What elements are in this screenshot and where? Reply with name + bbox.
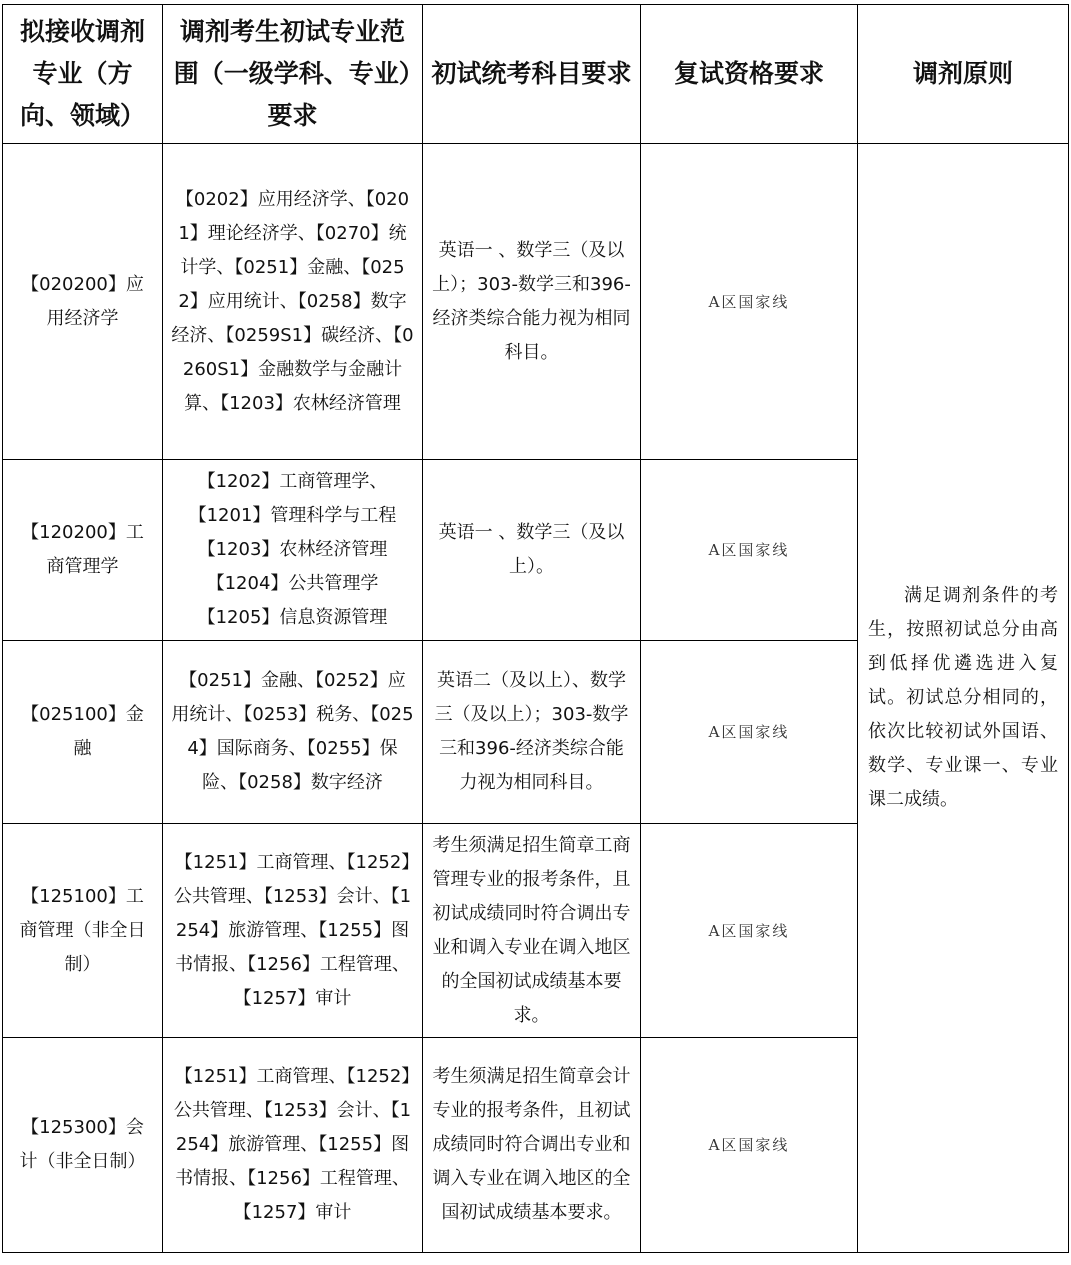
scope-line: 【1203】农林经济管理 [197, 539, 388, 560]
header-principle: 调剂原则 [858, 5, 1069, 144]
exam-cell: 英语一 、数学三（及以上）；303-数学三和396-经济类综合能力视为相同科目。 [423, 144, 641, 460]
qualification-cell: A区国家线 [641, 460, 858, 641]
exam-cell: 英语二（及以上）、数学三（及以上）；303-数学三和396-经济类综合能力视为相同科目。 [423, 641, 641, 824]
scope-line: 【1202】工商管理学、 [197, 471, 388, 492]
scope-cell: 【1251】工商管理、【1252】公共管理、【1253】会计、【1254】旅游管理、【1255】图书情报、【1256】工程管理、【1257】审计 [163, 824, 423, 1038]
exam-cell: 英语一 、数学三（及以上）。 [423, 460, 641, 641]
major-cell: 【025100】金融 [3, 641, 163, 824]
scope-cell: 【0202】应用经济学、【0201】理论经济学、【0270】统计学、【0251】金融、【0252】应用统计、【0258】数字经济、【0259S1】碳经济、【0260S1】金融数学与金融计算、【1203】农林经济管理 [163, 144, 423, 460]
qualification-cell: A区国家线 [641, 1038, 858, 1253]
scope-line: 【1201】管理科学与工程 [188, 505, 397, 526]
major-cell: 【020200】应用经济学 [3, 144, 163, 460]
exam-cell: 考生须满足招生简章工商管理专业的报考条件，且初试成绩同时符合调出专业和调入专业在调入地区的全国初试成绩基本要求。 [423, 824, 641, 1038]
adjustment-table [2, 4, 1069, 1253]
qualification-cell: A区国家线 [641, 641, 858, 824]
scope-cell [163, 460, 423, 641]
header-qualification: 复试资格要求 [641, 5, 858, 144]
header-row [3, 5, 1069, 144]
scope-line: 【1204】公共管理学 [206, 573, 379, 594]
major-cell: 【120200】工商管理学 [3, 460, 163, 641]
exam-cell: 考生须满足招生简章会计专业的报考条件，且初试成绩同时符合调出专业和调入专业在调入地区的全国初试成绩基本要求。 [423, 1038, 641, 1253]
table-row [3, 144, 1069, 460]
scope-cell: 【1251】工商管理、【1252】公共管理、【1253】会计、【1254】旅游管理、【1255】图书情报、【1256】工程管理、【1257】审计 [163, 1038, 423, 1253]
header-major: 拟接收调剂专业（方向、领域） [3, 5, 163, 144]
principle-cell [858, 144, 1069, 1253]
header-exam: 初试统考科目要求 [423, 5, 641, 144]
qualification-cell: A区国家线 [641, 144, 858, 460]
major-cell: 【125300】会计（非全日制） [3, 1038, 163, 1253]
scope-line: 【1205】信息资源管理 [197, 607, 388, 628]
scope-cell: 【0251】金融、【0252】应用统计、【0253】税务、【0254】国际商务、【0255】保险、【0258】数字经济 [163, 641, 423, 824]
header-scope: 调剂考生初试专业范围（一级学科、专业）要求 [163, 5, 423, 144]
qualification-cell: A区国家线 [641, 824, 858, 1038]
major-cell: 【125100】工商管理（非全日制） [3, 824, 163, 1038]
principle-text: 满足调剂条件的考生，按照初试总分由高到低择优遴选进入复试。初试总分相同的，依次比较初试外国语、数学、专业课一、专业课二成绩。 [868, 585, 1058, 810]
